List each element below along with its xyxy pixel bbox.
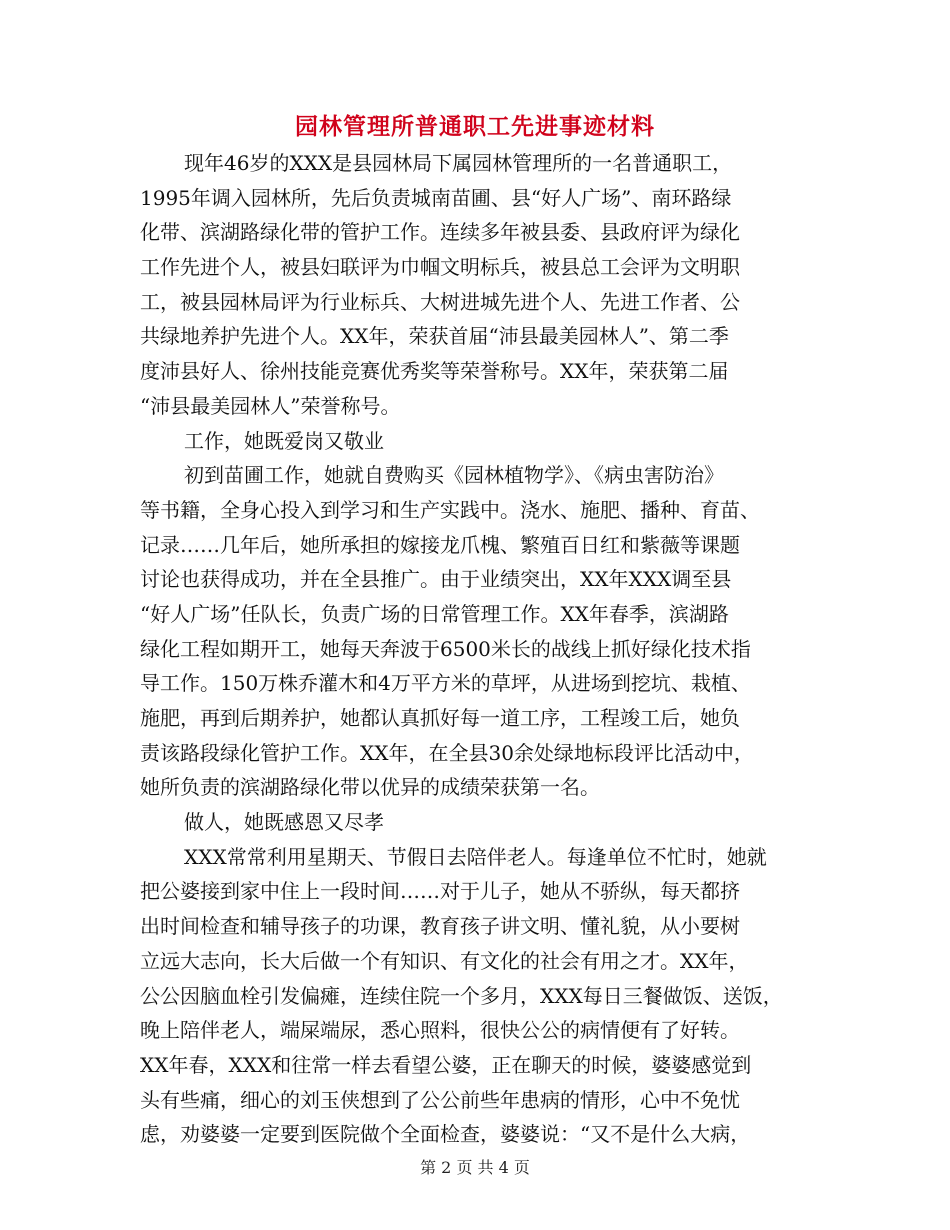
body-line: 工作先进个人，被县妇联评为巾帼文明标兵，被县总工会评为文明职 bbox=[140, 255, 740, 280]
body-line: 工，被县园林局评为行业标兵、大树进城先进个人、先进工作者、公 bbox=[140, 289, 740, 314]
body-line: 讨论也获得成功，并在全县推广。由于业绩突出，XX年XXX调至县 bbox=[140, 567, 732, 592]
body-line: XX年春，XXX和往常一样去看望公婆，正在聊天的时候，婆婆感觉到 bbox=[140, 1052, 752, 1077]
page-number-footer: 第 2 页 共 4 页 bbox=[420, 1158, 530, 1177]
body-line: “好人广场”任队长，负责广场的日常管理工作。XX年春季，滨湖路 bbox=[140, 601, 729, 626]
body-line: 现年46岁的XXX是县园林局下属园林管理所的一名普通职工， bbox=[184, 151, 733, 175]
body-line: 施肥，再到后期养护，她都认真抓好每一道工序，工程竣工后，她负 bbox=[140, 706, 740, 730]
body-line: 把公婆接到家中住上一段时间……对于儿子，她从不骄纵，每天都挤 bbox=[140, 879, 740, 904]
body-line: XXX常常利用星期天、节假日去陪伴老人。每逢单位不忙时，她就 bbox=[184, 844, 767, 869]
body-line: 出时间检查和辅导孩子的功课，教育孩子讲文明、懂礼貌，从小要树 bbox=[140, 914, 740, 939]
body-line: 初到苗圃工作，她就自费购买《园林植物学》、《病虫害防治》 bbox=[184, 463, 724, 488]
body-line: 虑，劝婆婆一定要到医院做个全面检查，婆婆说：“又不是什么大病， bbox=[140, 1122, 751, 1147]
body-line: “沛县最美园林人”荣誉称号。 bbox=[140, 393, 401, 418]
body-line: 化带、滨湖路绿化带的管护工作。连续多年被县委、县政府评为绿化 bbox=[140, 220, 740, 245]
body-line: 公公因脑血栓引发偏瘫，连续住院一个多月，XXX每日三餐做饭、送饭， bbox=[140, 983, 783, 1008]
document-title: 园林管理所普通职工先进事迹材料 bbox=[295, 113, 655, 140]
body-line: 做人，她既感恩又尽孝 bbox=[184, 810, 384, 835]
body-line: 绿化工程如期开工，她每天奔波于6500米长的战线上抓好绿化技术指 bbox=[140, 636, 751, 661]
body-line: 立远大志向，长大后做一个有知识、有文化的社会有用之才。XX年， bbox=[140, 948, 749, 973]
body-line: 1995年调入园林所，先后负责城南苗圃、县“好人广场”、南环路绿 bbox=[140, 185, 732, 210]
body-line: 她所负责的滨湖路绿化带以优异的成绩荣获第一名。 bbox=[140, 775, 600, 800]
body-line: 记录……几年后，她所承担的嫁接龙爪槐、繁殖百日红和紫薇等课题 bbox=[140, 532, 740, 557]
body-line: 责该路段绿化管护工作。XX年，在全县30余处绿地标段评比活动中， bbox=[140, 740, 754, 765]
document-body bbox=[140, 146, 812, 1152]
body-line: 工作，她既爱岗又敬业 bbox=[184, 428, 384, 453]
body-line: 晚上陪伴老人，端屎端尿，悉心照料，很快公公的病情便有了好转。 bbox=[140, 1018, 740, 1043]
body-line: 头有些痛，细心的刘玉侠想到了公公前些年患病的情形，心中不免忧 bbox=[140, 1087, 740, 1112]
body-line: 导工作。150万株乔灌木和4万平方米的草坪，从进场到挖坑、栽植、 bbox=[140, 671, 751, 696]
body-line: 共绿地养护先进个人。XX年，荣获首届“沛县最美园林人”、第二季 bbox=[140, 324, 729, 349]
body-line: 度沛县好人、徐州技能竞赛优秀奖等荣誉称号。XX年，荣获第二届 bbox=[140, 359, 729, 384]
body-line: 等书籍，全身心投入到学习和生产实践中。浇水、施肥、播种、育苗、 bbox=[140, 497, 760, 522]
